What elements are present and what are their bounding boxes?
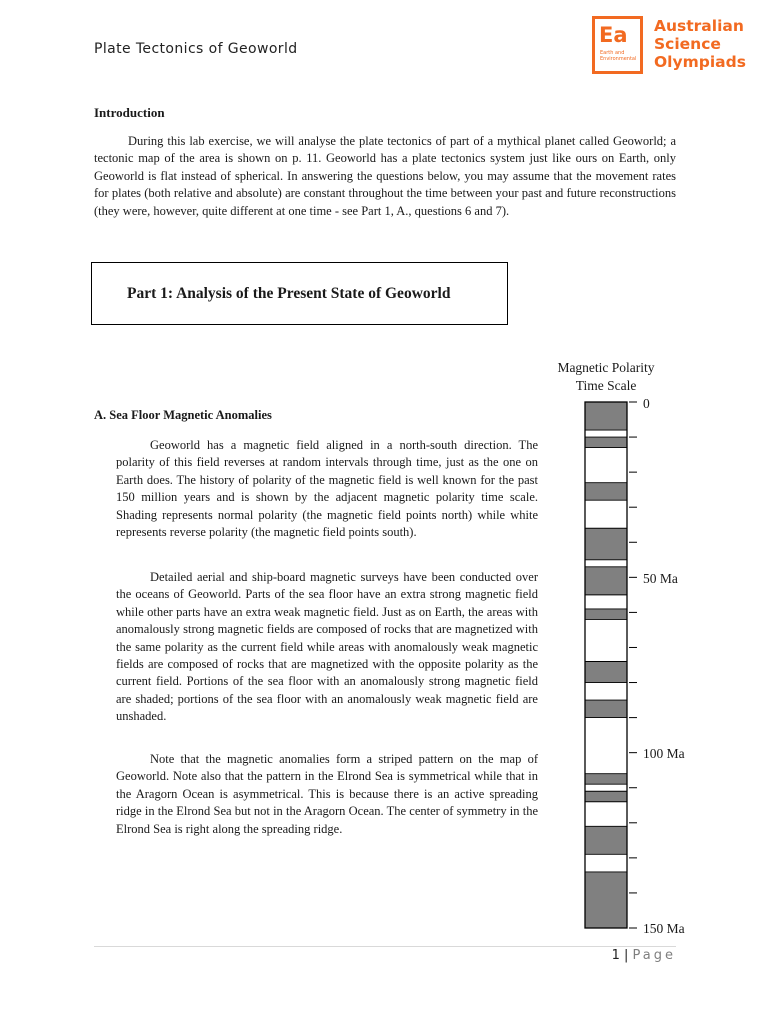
section-a-heading: A. Sea Floor Magnetic Anomalies (94, 408, 272, 422)
part1-title: Part 1: Analysis of the Present State of Geoworld (127, 284, 451, 302)
document-header-title: Plate Tectonics of Geoworld (94, 41, 298, 57)
logo-subtext: Earth and Environmental (600, 50, 637, 62)
normal-polarity-band-5 (585, 567, 627, 595)
time-label-50: 50 Ma (643, 571, 678, 586)
normal-polarity-band-7 (585, 661, 627, 682)
time-label-100: 100 Ma (643, 746, 685, 761)
page-word: Page (632, 948, 676, 963)
page-separator: | (623, 948, 629, 963)
time-label-150: 150 Ma (643, 921, 685, 936)
normal-polarity-band-2 (585, 437, 627, 448)
normal-polarity-band-6 (585, 609, 627, 620)
section-a-paragraph-2-text: Detailed aerial and ship-board magnetic surveys have been conducted over the oceans of Geoworld. Parts of the sea floor have an extra strong magnetic field while other parts have an extra weak magnetic field. Just as on Earth, the areas with anomalously strong magnetic fields are composed of rocks that are magnetized with the same polarity as the current field while areas with anomalously weak magnetic fields are composed of rocks that are magnetized with the opposite polarity as the current field. Portions of the sea floor with an anomalously strong magnetic field are shaded; portions of the sea floor with an anomalously weak magnetic field are unshaded. (116, 570, 538, 724)
logo-line-2: Science (654, 35, 721, 53)
section-a-paragraph-2 (116, 569, 538, 726)
normal-polarity-band-9 (585, 774, 627, 785)
logo-badge (592, 16, 643, 74)
section-a-paragraph-3 (116, 751, 538, 838)
normal-polarity-band-8 (585, 700, 627, 718)
footer-divider (94, 946, 676, 947)
normal-polarity-band-1 (585, 402, 627, 430)
normal-polarity-band-4 (585, 528, 627, 560)
introduction-text: During this lab exercise, we will analyse the plate tectonics of part of a mythical planet called Geoworld; a tectonic map of the area is shown on p. 11. Geoworld has a plate tectonics system just like ours on Earth, only Geoworld is flat instead of spherical. In answering the questions below, you may assume that the movement rates for plates (both relative and absolute) are constant throughout the time between your past and future reconstructions (they were, however, quite different at one time - see Part 1, A., questions 6 and 7). (94, 134, 676, 218)
introduction-paragraph (94, 133, 676, 220)
section-a-paragraph-1-text: Geoworld has a magnetic field aligned in a north-south direction. The polarity of this field reverses at random intervals through time, just as the one on Earth does. The history of polarity of the magnetic field is well known for the past 150 million years and is shown by the adjacent magnetic polarity time scale. Shading represents normal polarity (the magnetic field points north) while white represents reverse polarity (the magnetic field points south). (116, 438, 538, 540)
normal-polarity-band-11 (585, 826, 627, 854)
time-scale-title-line-1: Magnetic Polarity (557, 360, 655, 375)
polarity-time-scale-column (575, 390, 645, 935)
logo-wordmark (654, 17, 746, 71)
page-footer (612, 948, 676, 963)
normal-polarity-band-10 (585, 791, 627, 802)
section-a-paragraph-3-text: Note that the magnetic anomalies form a striped pattern on the map of Geoworld. Note also that the pattern in the Elrond Sea is symmetrical while that in the Aragorn Ocean is asymmetrical. This is because there is an active spreading ridge in the Elrond Sea but not in the Aragorn Ocean. The center of symmetry in the Elrond Sea is right along the spreading ridge. (116, 752, 538, 836)
logo-line-3: Olympiads (654, 53, 746, 71)
introduction-heading: Introduction (94, 105, 165, 120)
part1-title-box (91, 262, 508, 325)
aso-logo (592, 16, 746, 74)
logo-mark: Ea (599, 23, 628, 47)
page-number: 1 (611, 948, 620, 963)
time-label-0: 0 (643, 396, 650, 411)
normal-polarity-band-3 (585, 483, 627, 501)
section-a-paragraph-1 (116, 437, 538, 541)
logo-line-1: Australian (654, 17, 744, 35)
time-scale-title-line-2: Time Scale (575, 378, 637, 393)
normal-polarity-band-12 (585, 872, 627, 928)
